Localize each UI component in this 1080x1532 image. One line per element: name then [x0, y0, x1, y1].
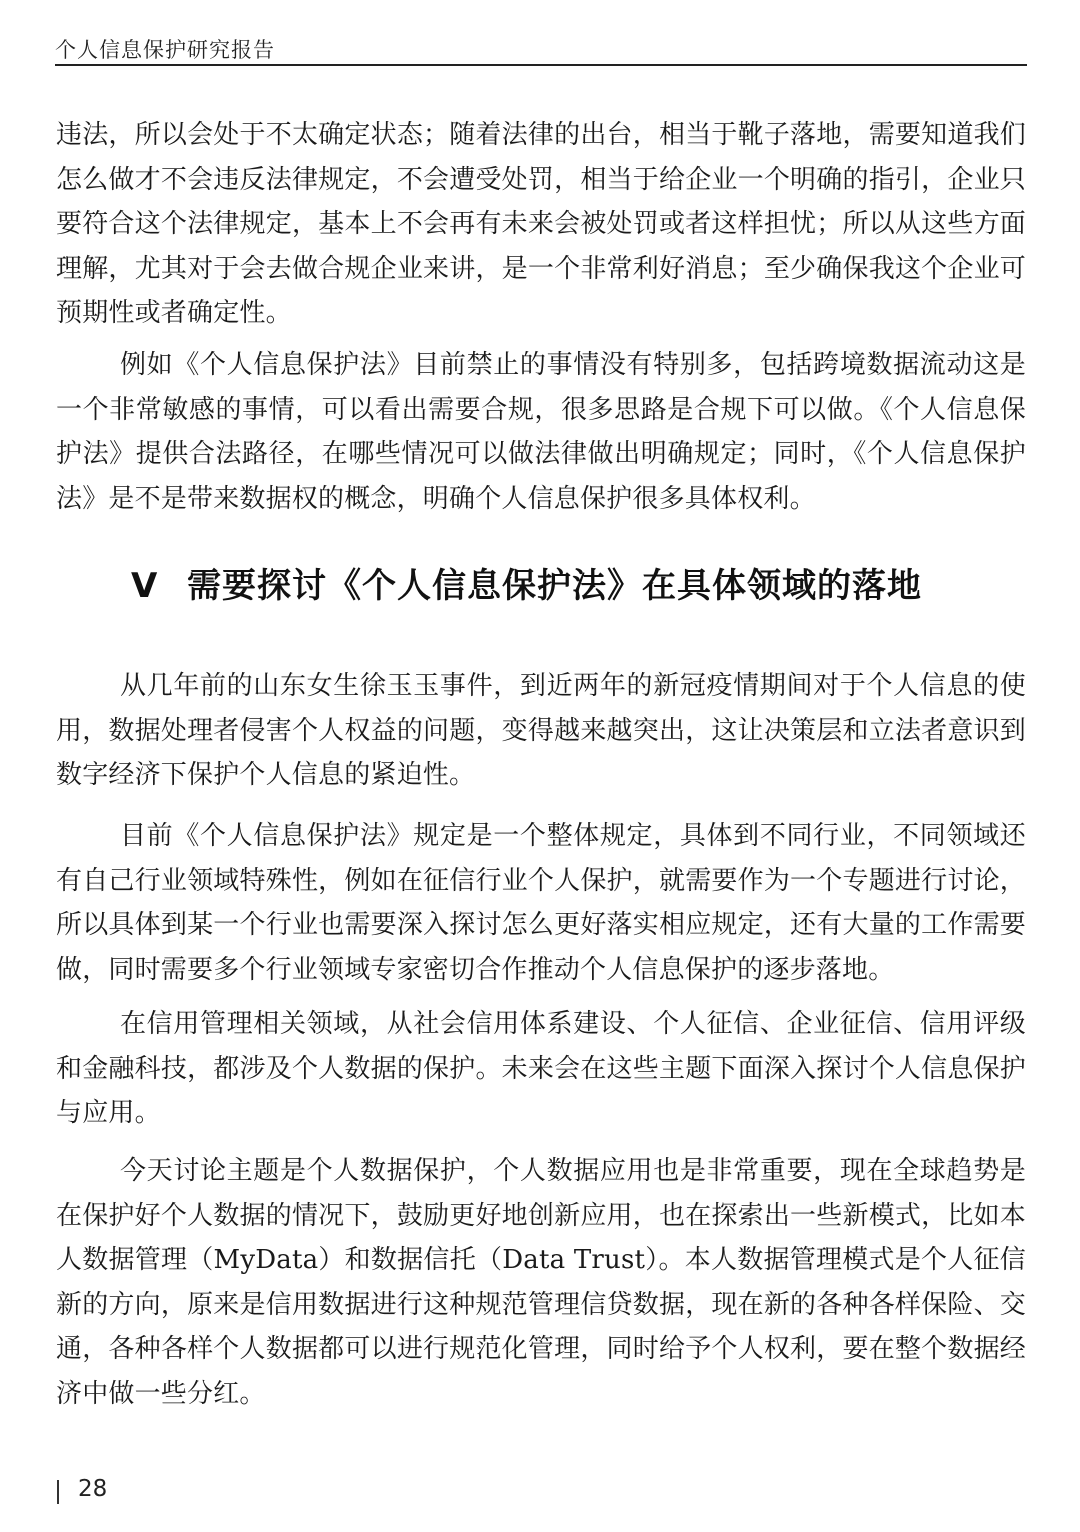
body-paragraph: 在信用管理相关领域，从社会信用体系建设、个人征信、企业征信、信用评级和金融科技，都涉及个人数据的保护。未来会在这些主题下面深入探讨个人信息保护与应用。 — [56, 1009, 1026, 1129]
section-title: 需要探讨《个人信息保护法》在具体领域的落地 — [187, 566, 922, 606]
section-numeral: V — [131, 566, 159, 606]
running-header-title: 个人信息保护研究报告 — [55, 38, 275, 62]
body-paragraph: 目前《个人信息保护法》规定是一个整体规定，具体到不同行业，不同领域还有自己行业领域特殊性，例如在征信行业个人保护，就需要作为一个专题进行讨论，所以具体到某一个行业也需要深入探讨怎么更好落实相应规定，还有大量的工作需要做，同时需要多个行业领域专家密切合作推动个人信息保护的逐步落地。 — [56, 821, 1026, 985]
section-heading — [131, 563, 922, 609]
body-paragraph: 今天讨论主题是个人数据保护，个人数据应用也是非常重要，现在全球趋势是在保护好个人数据的情况下，鼓励更好地创新应用，也在探索出一些新模式，比如本人数据管理（MyData）和数据信托（Data Trust）。本人数据管理模式是个人征信新的方向，原来是信用数据进行这种规范管理信贷数据，现在新的各种各样保险、交通，各种各样个人数据都可以进行规范化管理，同时给予个人权利，要在整个数据经济中做一些分红。 — [56, 1156, 1026, 1409]
footer-divider — [57, 1480, 59, 1504]
page-number: 28 — [78, 1476, 108, 1502]
body-paragraph: 从几年前的山东女生徐玉玉事件，到近两年的新冠疫情期间对于个人信息的使用，数据处理者侵害个人权益的问题，变得越来越突出，这让决策层和立法者意识到数字经济下保护个人信息的紧迫性。 — [56, 671, 1026, 791]
body-paragraph: 违法，所以会处于不太确定状态；随着法律的出台，相当于靴子落地，需要知道我们怎么做才不会违反法律规定，不会遭受处罚，相当于给企业一个明确的指引，企业只要符合这个法律规定，基本上不会再有未来会被处罚或者这样担忧；所以从这些方面理解，尤其对于会去做合规企业来讲，是一个非常利好消息；至少确保我这个企业可预期性或者确定性。 — [56, 120, 1026, 329]
body-paragraph: 例如《个人信息保护法》目前禁止的事情没有特别多，包括跨境数据流动这是一个非常敏感的事情，可以看出需要合规，很多思路是合规下可以做。《个人信息保护法》提供合法路径，在哪些情况可以做法律做出明确规定；同时，《个人信息保护法》是不是带来数据权的概念，明确个人信息保护很多具体权利。 — [56, 350, 1026, 514]
header-rule — [55, 64, 1027, 66]
